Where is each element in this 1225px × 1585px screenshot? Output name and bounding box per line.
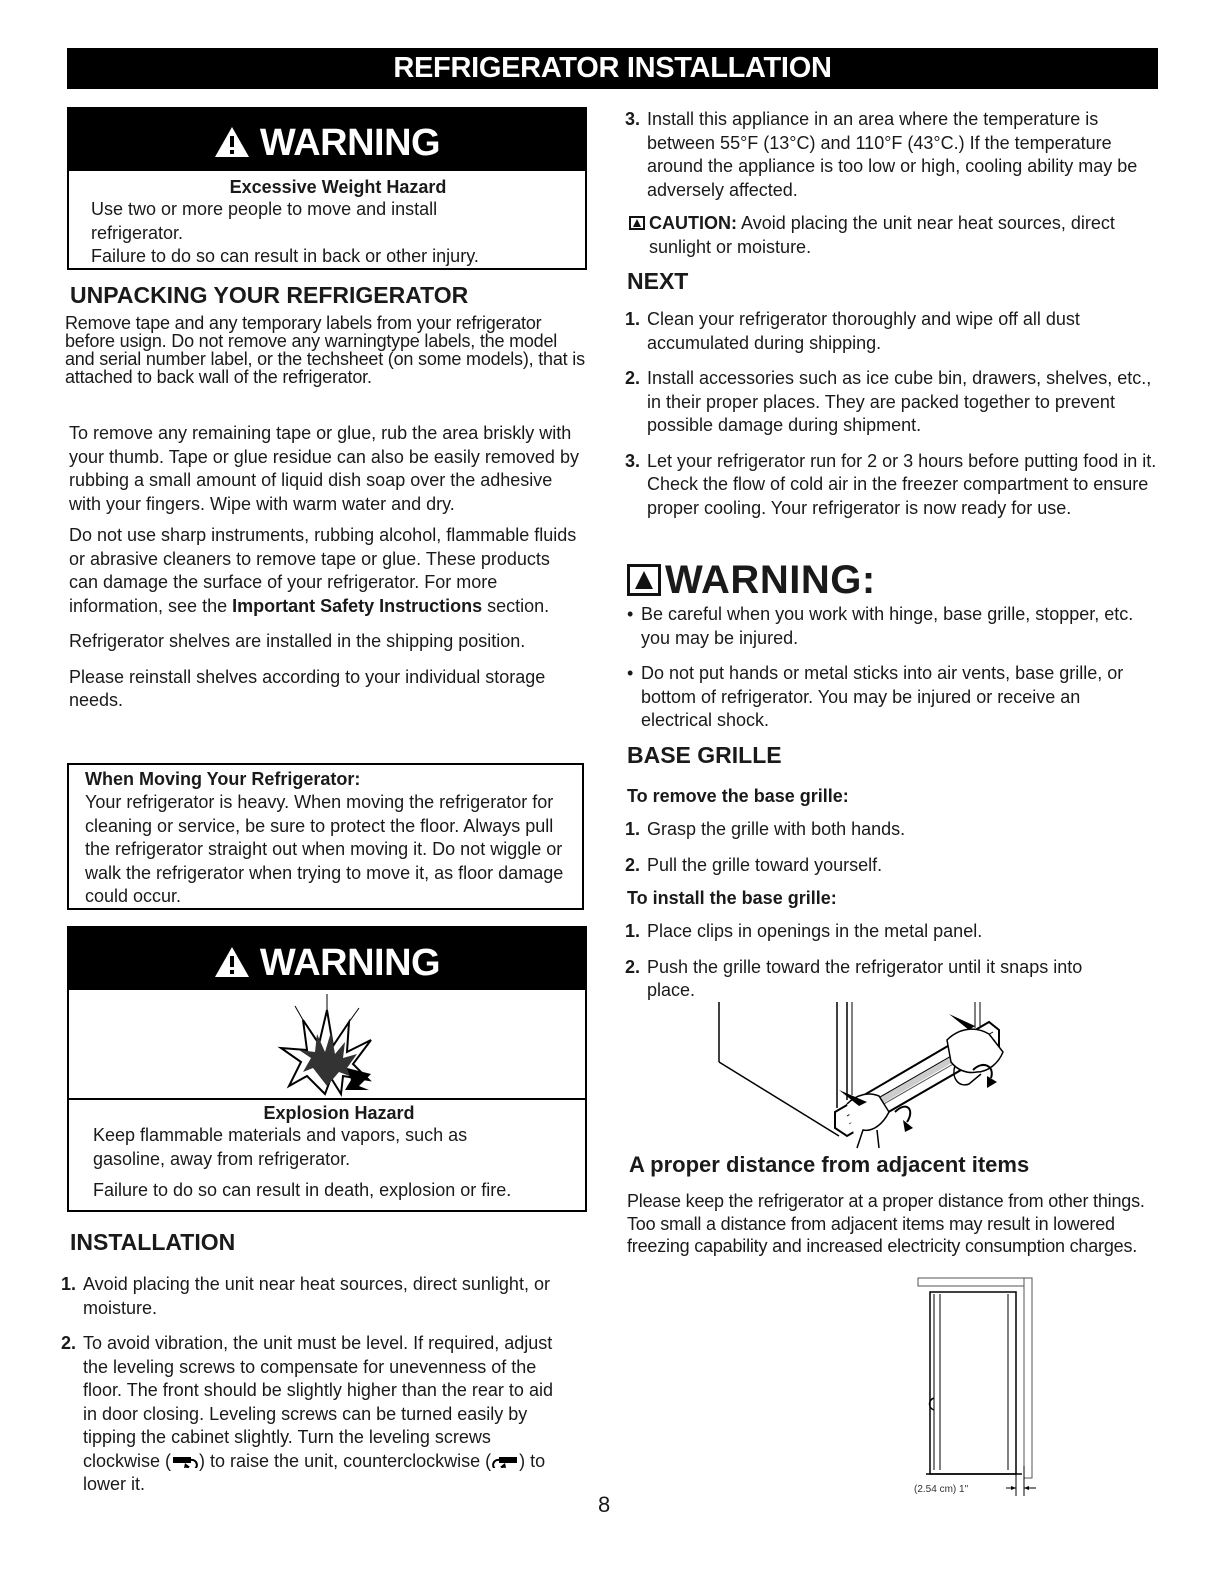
list-item: • Do not put hands or metal sticks into air vents, base grille, or bottom of refrigerator. You may be injured or receive an electrical shock. [627, 663, 1124, 730]
moving-note-box [67, 763, 584, 910]
warning-heading: WARNING [259, 942, 441, 984]
dimension-label: (2.54 cm) 1" [914, 1484, 969, 1495]
list-item: 1. Grasp the grille with both hands. [625, 819, 906, 839]
warning-consequence: Failure to do so can result in back or other injury. [91, 246, 479, 266]
counterclockwise-arrow-icon [491, 1454, 519, 1468]
unpacking-paragraph: Please reinstall shelves according to your individual storage needs. [69, 666, 546, 710]
distance-paragraph: Please keep the refrigerator at a proper distance from other things. Too small a distance from adjacent items may result in lowered freezing capability and increased electricity consumption charges. [627, 1191, 1145, 1256]
page-number: 8 [598, 1492, 611, 1517]
remove-grille-steps [625, 818, 1145, 888]
list-item: 1. Place clips in openings in the metal panel. [625, 921, 983, 941]
caution-icon [627, 564, 661, 596]
explosion-symbol-area [69, 990, 585, 1100]
warning-instruction: Use two or more people to move and install refrigerator. [91, 199, 438, 243]
explosion-warning-box [67, 926, 587, 1212]
unpacking-paragraph: To remove any remaining tape or glue, rub the area briskly with your thumb. Tape or glue residue can also be easily removed by rubbing a small amount of liquid dish soap over the adhesive with your fingers. Wipe with warm water and dry. [69, 423, 579, 514]
warning-triangle-icon [214, 126, 250, 158]
warning-triangle-icon [214, 946, 250, 978]
warning-consequence: Failure to do so can result in death, explosion or fire. [93, 1180, 512, 1200]
list-item: 1. Avoid placing the unit near heat sources, direct sunlight, or moisture. [61, 1274, 550, 1318]
weight-warning-box [67, 107, 587, 270]
hazard-title: Excessive Weight Hazard [229, 177, 447, 197]
refrigerator-distance-illustration [912, 1270, 1047, 1498]
list-item: 2. Pull the grille toward yourself. [625, 854, 883, 875]
unpacking-text-2 [69, 422, 579, 713]
caution-note: CAUTION: Avoid placing the unit near heat sources, direct sunlight or moisture. [629, 212, 1149, 259]
unpacking-paragraph: Remove tape and any temporary labels from your refrigerator before usign. Do not remove any warningtype labels, the model and serial number label, or the techsheet (on some models), that is attached to back wall of the refrigerator. [65, 313, 585, 387]
list-item: 2. Push the grille toward the refrigerator until it snaps into place. [625, 956, 1083, 1000]
warning-bullets [627, 603, 1137, 744]
clockwise-arrow-icon [171, 1454, 199, 1468]
warning-instruction: Keep flammable materials and vapors, such as gasoline, away from refrigerator. [93, 1125, 468, 1169]
unpacking-paragraph-safety: Do not use sharp instruments, rubbing alcohol, flammable fluids or abrasive cleaners to remove tape or glue. These products can damage the surface of your refrigerator. For more information, see the Important Safety Instructions section. [69, 525, 577, 616]
base-grille-illustration [707, 1000, 1027, 1150]
section-heading-installation: INSTALLATION [70, 1229, 236, 1255]
list-item: 3. Let your refrigerator run for 2 or 3 hours before putting food in it. Check the flow of cold air in the freezer compartment to ensure proper cooling. Your refrigerator is now ready for use. [625, 450, 1157, 518]
remove-grille-title: To remove the base grille: [627, 786, 849, 806]
caution-icon [629, 216, 645, 230]
section-heading-unpacking: UNPACKING YOUR REFRIGERATOR [70, 282, 469, 308]
list-item: 2. Install accessories such as ice cube bin, drawers, shelves, etc., in their proper places. They are packed together to prevent possible damage during shipment. [625, 368, 1152, 435]
safety-instructions-reference: Important Safety Instructions [232, 595, 483, 616]
installation-steps [61, 1273, 591, 1508]
section-heading-next: NEXT [627, 268, 689, 294]
install-grille-title: To install the base grille: [627, 888, 837, 908]
list-item: 1. Clean your refrigerator thoroughly and wipe off all dust accumulated during shipping. [625, 309, 1080, 353]
list-item: 3. Install this appliance in an area where the temperature is between 55°F (13°C) and 110°F (43°C.) If the temperature around the appliance is too low or high, cooling ability may be adversely affected. [625, 109, 1138, 200]
explosion-icon [267, 990, 387, 1100]
moving-note-title: When Moving Your Refrigerator: [85, 769, 361, 789]
hazard-title: Explosion Hazard [263, 1103, 415, 1123]
installation-steps-continued [625, 108, 1155, 213]
warning-heading: WARNING [259, 122, 441, 164]
next-steps [625, 308, 1160, 531]
section-heading-base-grille: BASE GRILLE [627, 742, 782, 768]
unpacking-paragraph: Refrigerator shelves are installed in the shipping position. [69, 631, 526, 651]
unpacking-text [65, 314, 590, 386]
warning-header [69, 928, 585, 990]
list-item: • Be careful when you work with hinge, base grille, stopper, etc. you may be injured. [627, 604, 1134, 648]
section-heading-distance: A proper distance from adjacent items [629, 1152, 1030, 1177]
page-title: REFRIGERATOR INSTALLATION [67, 48, 1158, 89]
moving-note-body: Your refrigerator is heavy. When moving the refrigerator for cleaning or service, be sure to protect the floor. Always pull the refrigerator straight out when moving it. Do not wiggle or walk the refrigerator when trying to move it, as floor damage could occur. [85, 792, 564, 906]
general-warning-heading: WARNING: [627, 558, 876, 603]
list-item: 2. To avoid vibration, the unit must be level. If required, adjust the leveling screws to compensate for unevenness of the floor. The front should be slightly higher than the rear to aid in door closing. Leveling screws can be turned easily by tipping the cabinet slightly. Turn the leveling screws clockwise ( ) to raise the unit, counterclockwise ( ) to lower it. [61, 1333, 553, 1494]
warning-header [69, 109, 585, 171]
caution-label: CAUTION: [649, 213, 737, 233]
